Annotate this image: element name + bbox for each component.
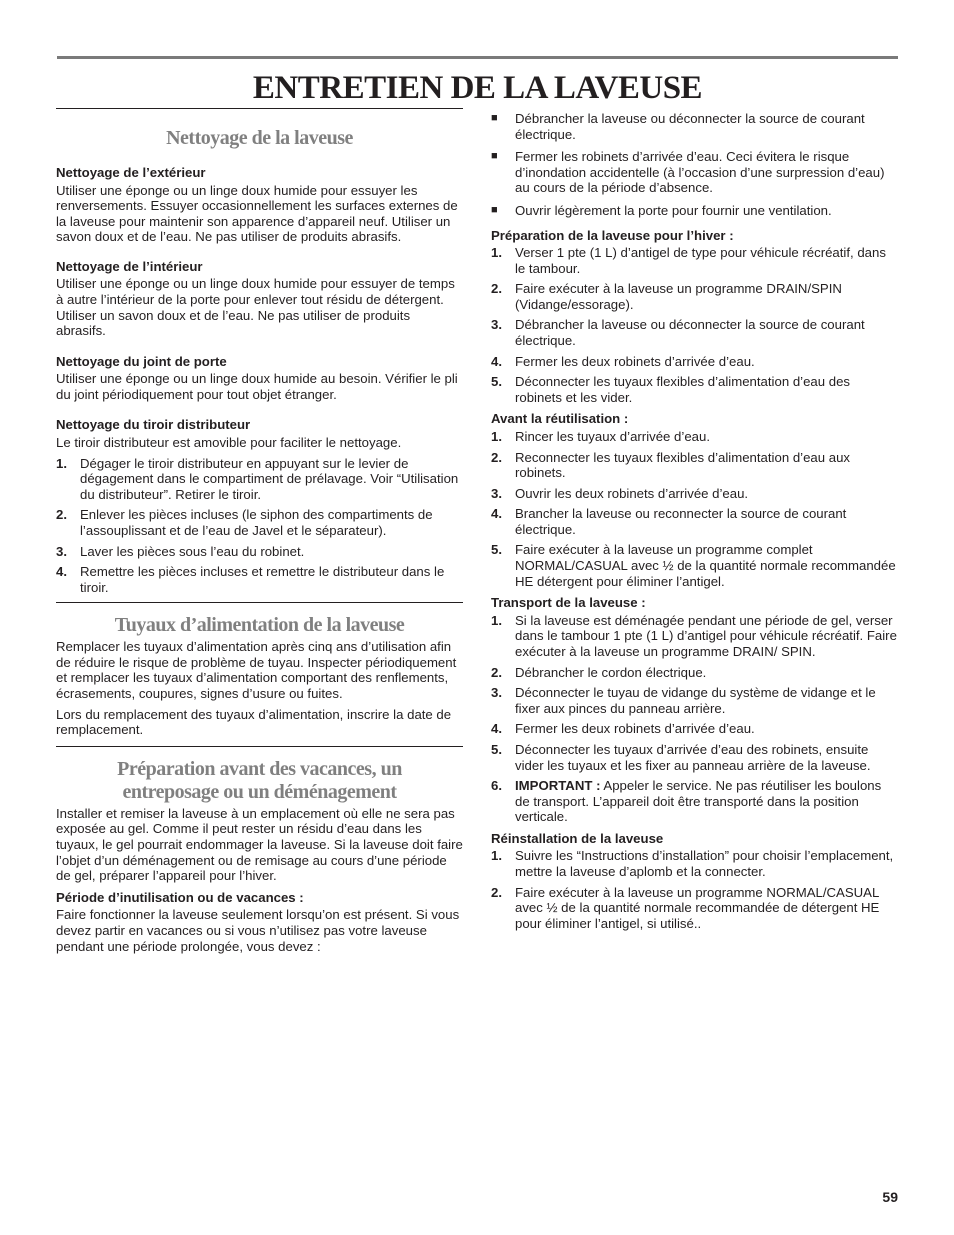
step-number: 1.: [491, 428, 502, 444]
page-number: 59: [882, 1189, 898, 1205]
bullet-text: Débrancher la laveuse ou déconnecter la source de courant électrique.: [515, 111, 865, 142]
right-column: [491, 111, 898, 931]
step-number: 5.: [491, 374, 502, 390]
step-text: Fermer les deux robinets d’arrivée d’eau.: [515, 353, 755, 369]
list-item: [56, 507, 463, 538]
paragraph-periode: Faire fonctionner la laveuse seulement lorsqu’on est présent. Si vous devez partir en vacances ou si vous n’utilisez pas votre laveuse pendant une période prolongée, vous devez :: [56, 907, 460, 954]
bullet-square-icon: ■: [491, 203, 498, 216]
list-item: [491, 542, 898, 589]
paragraph-exterieur: Utiliser une éponge ou un linge doux humide pour essuyer les renversements. Essuyer occasionnellement les surfaces externes de la laveuse pour maintenir son apparence d’appareil neuf. Utiliser un savon doux et de l’eau. Ne pas utiliser de produits abrasifs.: [56, 182, 458, 245]
list-item: [491, 506, 898, 537]
paragraph-tiroir: Le tiroir distributeur est amovible pour faciliter le nettoyage.: [56, 434, 402, 450]
step-number: 4.: [491, 721, 502, 737]
left-column: [56, 108, 463, 954]
heading-hiver: Préparation de la laveuse pour l’hiver :: [491, 227, 734, 243]
list-item: [56, 544, 463, 560]
section-title-nettoyage: Nettoyage de la laveuse: [166, 127, 353, 149]
heading-exterieur: Nettoyage de l’extérieur: [56, 165, 206, 180]
reinstallation-steps: [491, 848, 898, 931]
step-number: 2.: [56, 507, 67, 523]
heading-tiroir: Nettoyage du tiroir distributeur: [56, 417, 251, 433]
step-text: Débrancher la laveuse ou déconnecter la source de courant électrique.: [515, 317, 865, 349]
step-number: 1.: [491, 612, 502, 628]
list-item: [491, 885, 898, 932]
step-number: 3.: [56, 543, 67, 559]
step-text: Déconnecter les tuyaux d’arrivée d’eau des robinets, ensuite vider les tuyaux et les fixer au panneau arrière de la laveuse.: [515, 741, 871, 773]
bullet-square-icon: ■: [491, 112, 498, 124]
list-item: [491, 374, 898, 405]
section-title-line: entreposage ou un déménagement: [122, 780, 397, 803]
step-number: 1.: [491, 245, 502, 261]
section-title-tuyaux: Tuyaux d’alimentation de la laveuse: [114, 614, 405, 637]
step-text: Brancher la laveuse ou reconnecter la source de courant électrique.: [515, 506, 847, 537]
step-text: Reconnecter les tuyaux flexibles d’alimentation d’eau aux robinets.: [515, 449, 851, 481]
tiroir-steps: [56, 456, 463, 596]
heading-joint: Nettoyage du joint de porte: [56, 353, 227, 369]
step-text: Déconnecter le tuyau de vidange du système de vidange et le fixer aux pinces du panneau arrière.: [515, 685, 876, 716]
step-text: Fermer les deux robinets d’arrivée d’eau.: [515, 721, 755, 737]
list-item: [491, 848, 898, 879]
heading-transport: Transport de la laveuse :: [491, 595, 646, 611]
step-number: 5.: [491, 542, 502, 558]
step-text: Débrancher le cordon électrique.: [515, 664, 707, 680]
step-text: Faire exécuter à la laveuse un programme NORMAL/CASUAL avec ½ de la quantité normale recommandée de détergent HE pour éliminer l’antigel, si utilisé..: [515, 884, 880, 931]
step-number: 3.: [491, 685, 502, 701]
section-title-vacances: [56, 758, 463, 804]
reutilisation-steps: [491, 429, 898, 589]
list-item: [491, 429, 898, 445]
list-item: [491, 111, 898, 142]
section-divider: [56, 108, 463, 109]
step-text: Faire exécuter à la laveuse un programme complet NORMAL/CASUAL avec ½ de la quantité normale recommandée HE détergent pour éliminer l’antigel.: [515, 542, 896, 589]
list-item: [491, 245, 898, 276]
list-item: [491, 742, 898, 773]
step-number: 2.: [491, 281, 502, 297]
important-label: IMPORTANT :: [515, 778, 601, 794]
step-text: [515, 778, 898, 825]
list-item: [56, 456, 463, 503]
paragraph-interieur: Utiliser une éponge ou un linge doux humide pour essuyer de temps à autre l’intérieur de la porte pour enlever tout résidu de détergent. Utiliser un savon doux et de l’eau. Ne pas utiliser de produits abrasifs.: [56, 276, 455, 339]
step-text: Enlever les pièces incluses (le siphon des compartiments de l’assouplissant et de l’eau de Javel et le séparateur).: [80, 507, 433, 538]
step-number: 3.: [491, 485, 502, 501]
bullet-square-icon: ■: [491, 150, 498, 163]
vacances-bullets: [491, 111, 898, 219]
step-number: 1.: [491, 848, 502, 864]
list-item: [491, 317, 898, 348]
section-divider: [56, 602, 463, 603]
step-number: 1.: [56, 455, 67, 471]
list-item: [491, 665, 898, 681]
step-number: 3.: [491, 317, 502, 333]
step-text: Verser 1 pte (1 L) d’antigel de type pour véhicule récréatif, dans le tambour.: [515, 245, 886, 276]
list-item: [56, 564, 463, 595]
bullet-text: Fermer les robinets d’arrivée d’eau. Ceci évitera le risque d’inondation accidentelle (à l’occasion d’une surpression d’eau) au cours de la période d’absence.: [515, 149, 885, 196]
heading-reutilisation: Avant la réutilisation :: [491, 411, 629, 427]
list-item: [491, 721, 898, 737]
step-text: Déconnecter les tuyaux flexibles d’alimentation d’eau des robinets et les vider.: [515, 374, 851, 405]
step-number: 2.: [491, 884, 502, 900]
step-text: Dégager le tiroir distributeur en appuyant sur le levier de dégagement dans le compartiment de prélavage. Voir “Utilisation du distributeur”. Retirer le tiroir.: [80, 455, 459, 502]
paragraph-tuyaux-2: Lors du remplacement des tuyaux d’alimentation, inscrire la date de remplacement.: [56, 706, 452, 738]
step-number: 5.: [491, 741, 502, 757]
list-item: [491, 685, 898, 716]
list-item: [491, 778, 898, 825]
section-divider: [56, 746, 463, 747]
paragraph-vacances: Installer et remiser la laveuse à un emplacement où elle ne sera pas exposée au gel. Comme il peut rester un résidu d’eau dans les tuyaux, le gel pourrait endommager la laveuse. Si la laveuse doit faire l’objet d’un déménagement ou de remisage au cours d’une période de gel, préparer l’appareil pour l’hiver.: [56, 805, 463, 884]
hiver-steps: [491, 245, 898, 405]
step-number: 2.: [491, 449, 502, 465]
list-item: [491, 281, 898, 312]
list-item: [491, 149, 898, 196]
step-text: Si la laveuse est déménagée pendant une période de gel, verser dans le tambour 1 pte (1 L) d’antigel pour véhicule récréatif. Faire exécuter à la laveuse un programme DRAIN/ SPIN.: [515, 612, 897, 659]
list-item: [491, 354, 898, 370]
step-text-rest: Appeler le service. Ne pas réutiliser les boulons de transport. L’appareil doit être transporté dans la position verticale.: [515, 778, 882, 825]
step-number: 4.: [56, 564, 67, 580]
step-number: 4.: [491, 353, 502, 369]
list-item: [491, 203, 898, 219]
heading-periode: Période d’inutilisation ou de vacances :: [56, 889, 304, 905]
list-item: [491, 486, 898, 502]
step-number: 6.: [491, 778, 502, 794]
list-item: [491, 450, 898, 481]
step-text: Ouvrir les deux robinets d’arrivée d’eau.: [515, 485, 749, 501]
step-text: Laver les pièces sous l’eau du robinet.: [80, 543, 305, 559]
step-number: 2.: [491, 664, 502, 680]
step-text: Remettre les pièces incluses et remettre le distributeur dans le tiroir.: [80, 564, 445, 595]
heading-reinstallation: Réinstallation de la laveuse: [491, 830, 664, 846]
transport-steps: [491, 613, 898, 825]
step-text: Faire exécuter à la laveuse un programme DRAIN/SPIN (Vidange/essorage).: [515, 281, 842, 312]
paragraph-joint: Utiliser une éponge ou un linge doux humide au besoin. Vérifier le pli du joint périodiquement pour tout objet étranger.: [56, 371, 458, 402]
top-rule: [57, 56, 898, 59]
bullet-text: Ouvrir légèrement la porte pour fournir une ventilation.: [515, 202, 832, 218]
page-title: ENTRETIEN DE LA LAVEUSE: [252, 70, 703, 106]
heading-interieur: Nettoyage de l’intérieur: [56, 258, 203, 274]
section-title-line: Préparation avant des vacances, un: [117, 757, 402, 780]
step-number: 4.: [491, 506, 502, 522]
step-text: Rincer les tuyaux d’arrivée d’eau.: [515, 428, 710, 444]
step-text: Suivre les “Instructions d’installation” pour choisir l’emplacement, mettre la laveuse d’aplomb et la connecter.: [515, 848, 894, 879]
list-item: [491, 613, 898, 660]
paragraph-tuyaux-1: Remplacer les tuyaux d’alimentation après cinq ans d’utilisation afin de réduire le risque de problème de tuyau. Inspecter périodiquement et remplacer les tuyaux d’alimentation comportant des renflements, écrasements, coupures, signes d’usure ou fuites.: [56, 639, 457, 702]
